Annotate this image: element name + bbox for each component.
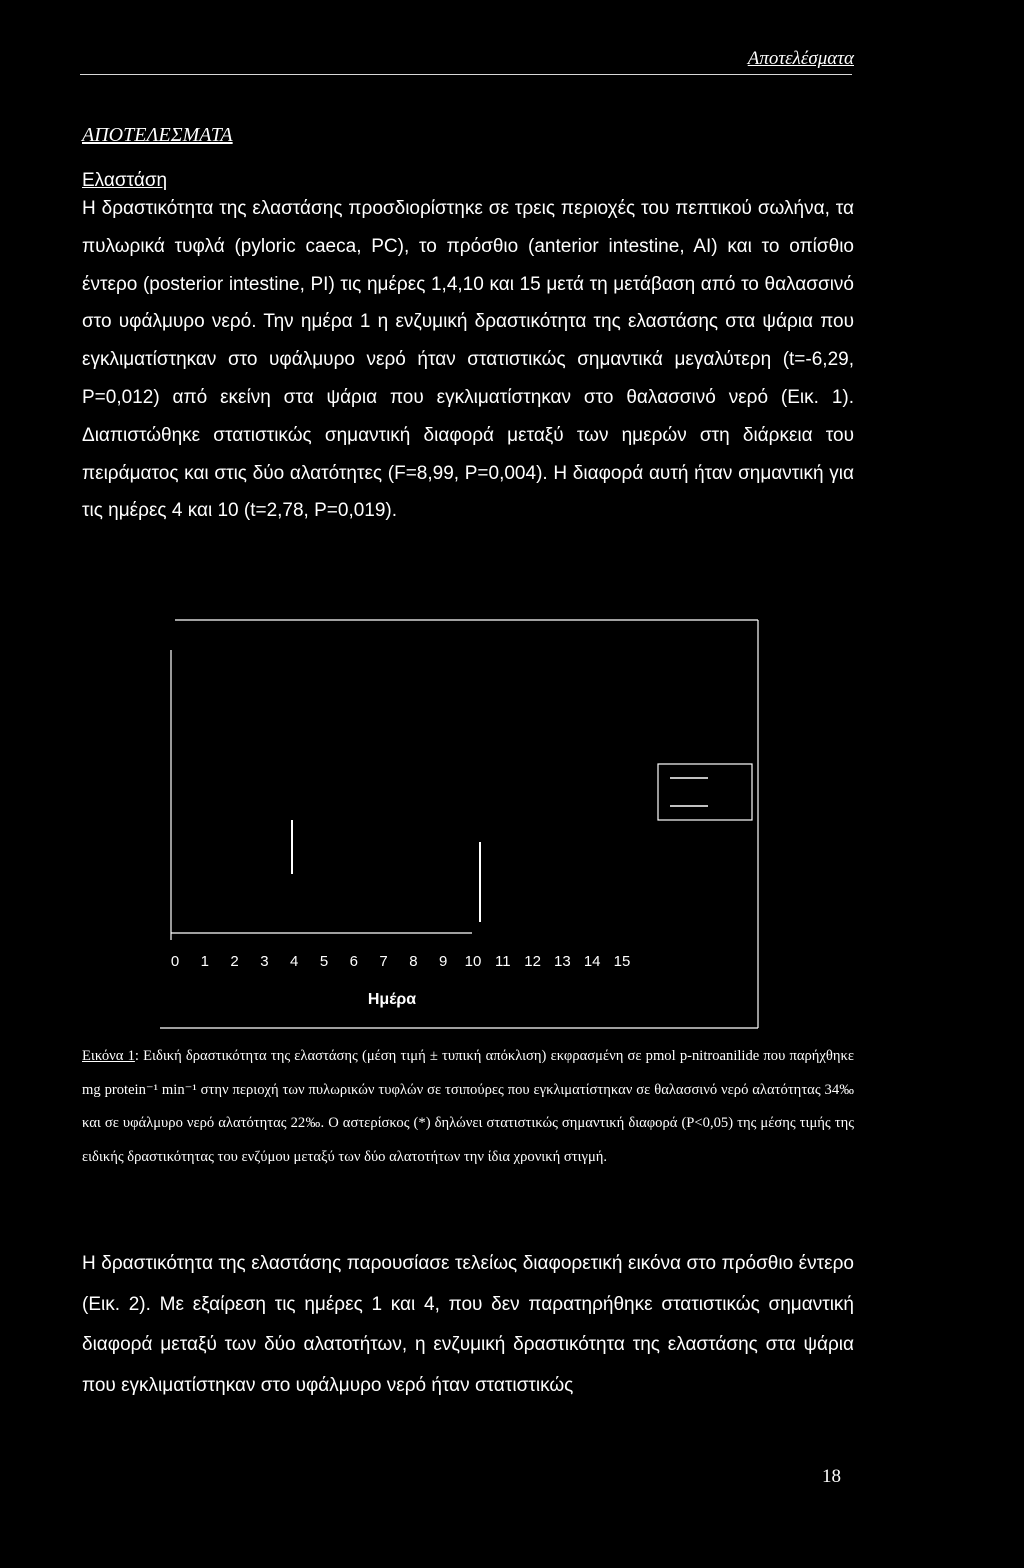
page-number: 18 — [822, 1466, 841, 1487]
x-tick-label: 2 — [230, 953, 239, 970]
x-tick-label: 0 — [170, 953, 180, 970]
chart-svg — [160, 610, 760, 1030]
x-tick-label: 15 — [613, 953, 631, 970]
x-tick-label: 9 — [439, 953, 448, 970]
x-tick-label: 5 — [319, 953, 329, 970]
figure-1-chart — [160, 610, 760, 1035]
x-tick-label: 12 — [524, 953, 541, 970]
x-tick-label: 10 — [464, 953, 482, 970]
x-tick-label: 3 — [260, 953, 269, 970]
x-tick-label: 14 — [583, 953, 601, 970]
x-tick-labels — [171, 953, 631, 970]
subsection-title: Ελαστάση — [82, 170, 168, 191]
x-tick-label: 4 — [290, 953, 299, 970]
header-rule — [80, 74, 852, 75]
section-title: ΑΠΟΤΕΛΕΣΜΑΤΑ — [82, 124, 233, 146]
results-paragraph-1: Η δραστικότητα της ελαστάσης προσδιορίστηκε σε τρεις περιοχές του πεπτικού σωλήνα, τα πυλωρικά τυφλά (pyloric caeca, PC), το πρόσθιο (anterior intestine, AI) και το οπίσθιο έντερο (posterior intestine, PI) τις ημέρες 1,4,10 και 15 μετά τη μετάβαση από το θαλασσινό στο υφάλμυρο νερό. Την ημέρα 1 η ενζυμική δραστικότητα της ελαστάσης στα ψάρια που εγκλιματίστηκαν στο υφάλμυρο νερό ήταν στατιστικώς σημαντικά μεγαλύτερη (t=-6,29, P=0,012) από εκείνη στα ψάρια που εγκλιματίστηκαν στο θαλασσινό νερό (Εικ. 1). Διαπιστώθηκε στατιστικώς σημαντική διαφορά μεταξύ των ημερών στη διάρκεια του πειράματος και στις δύο αλατότητες (F=8,99, P=0,004). Η διαφορά αυτή ήταν σημαντική για τις ημέρες 4 και 10 (t=2,78, P=0,019). — [82, 198, 854, 522]
x-tick-label: 6 — [349, 953, 358, 970]
caption-text: : Ειδική δραστικότητα της ελαστάσης (μέση τιμή ± τυπική απόκλιση) εκφρασμένη σε pmol p-nitroanilide που παρήχθηκε mg protein⁻¹ min⁻¹ στην περιοχή των πυλωρικών τυφλών σε τσιπούρες που εγκλιματίστηκαν σε θαλασσινό νερό αλατότητας 34‰ και σε υφάλμυρο νερό αλατότητας 22‰. Ο αστερίσκος (*) δηλώνει στατιστικώς σημαντική διαφορά (P<0,05) της μέσης τιμής της ειδικής δραστικότητας του ενζύμου μεταξύ των δύο αλατοτήτων την ίδια χρονική στιγμή. — [82, 1048, 854, 1165]
x-axis-label: Ημέρα — [367, 991, 417, 1008]
running-header: Αποτελέσματα — [747, 48, 854, 69]
results-paragraph-2: Η δραστικότητα της ελαστάσης παρουσίασε τελείως διαφορετική εικόνα στο πρόσθιο έντερο (Εικ. 2). Με εξαίρεση τις ημέρες 1 και 4, που δεν παρατηρήθηκε στατιστικώς σημαντική διαφορά μεταξύ των δύο αλατοτήτων, η ενζυμική δραστικότητα της ελαστάσης στα ψάρια που εγκλιματίστηκαν στο υφάλμυρο νερό ήταν στατιστικώς — [82, 1253, 854, 1396]
legend-box — [658, 764, 752, 820]
x-tick-label: 7 — [379, 953, 388, 970]
x-tick-label: 13 — [554, 953, 571, 970]
x-tick-label: 8 — [409, 953, 418, 970]
x-tick-label: 11 — [495, 953, 511, 970]
legend — [658, 764, 752, 820]
figure-1-caption — [82, 1040, 854, 1174]
x-tick-label: 1 — [200, 953, 209, 970]
caption-label: Εικόνα 1 — [82, 1048, 135, 1064]
